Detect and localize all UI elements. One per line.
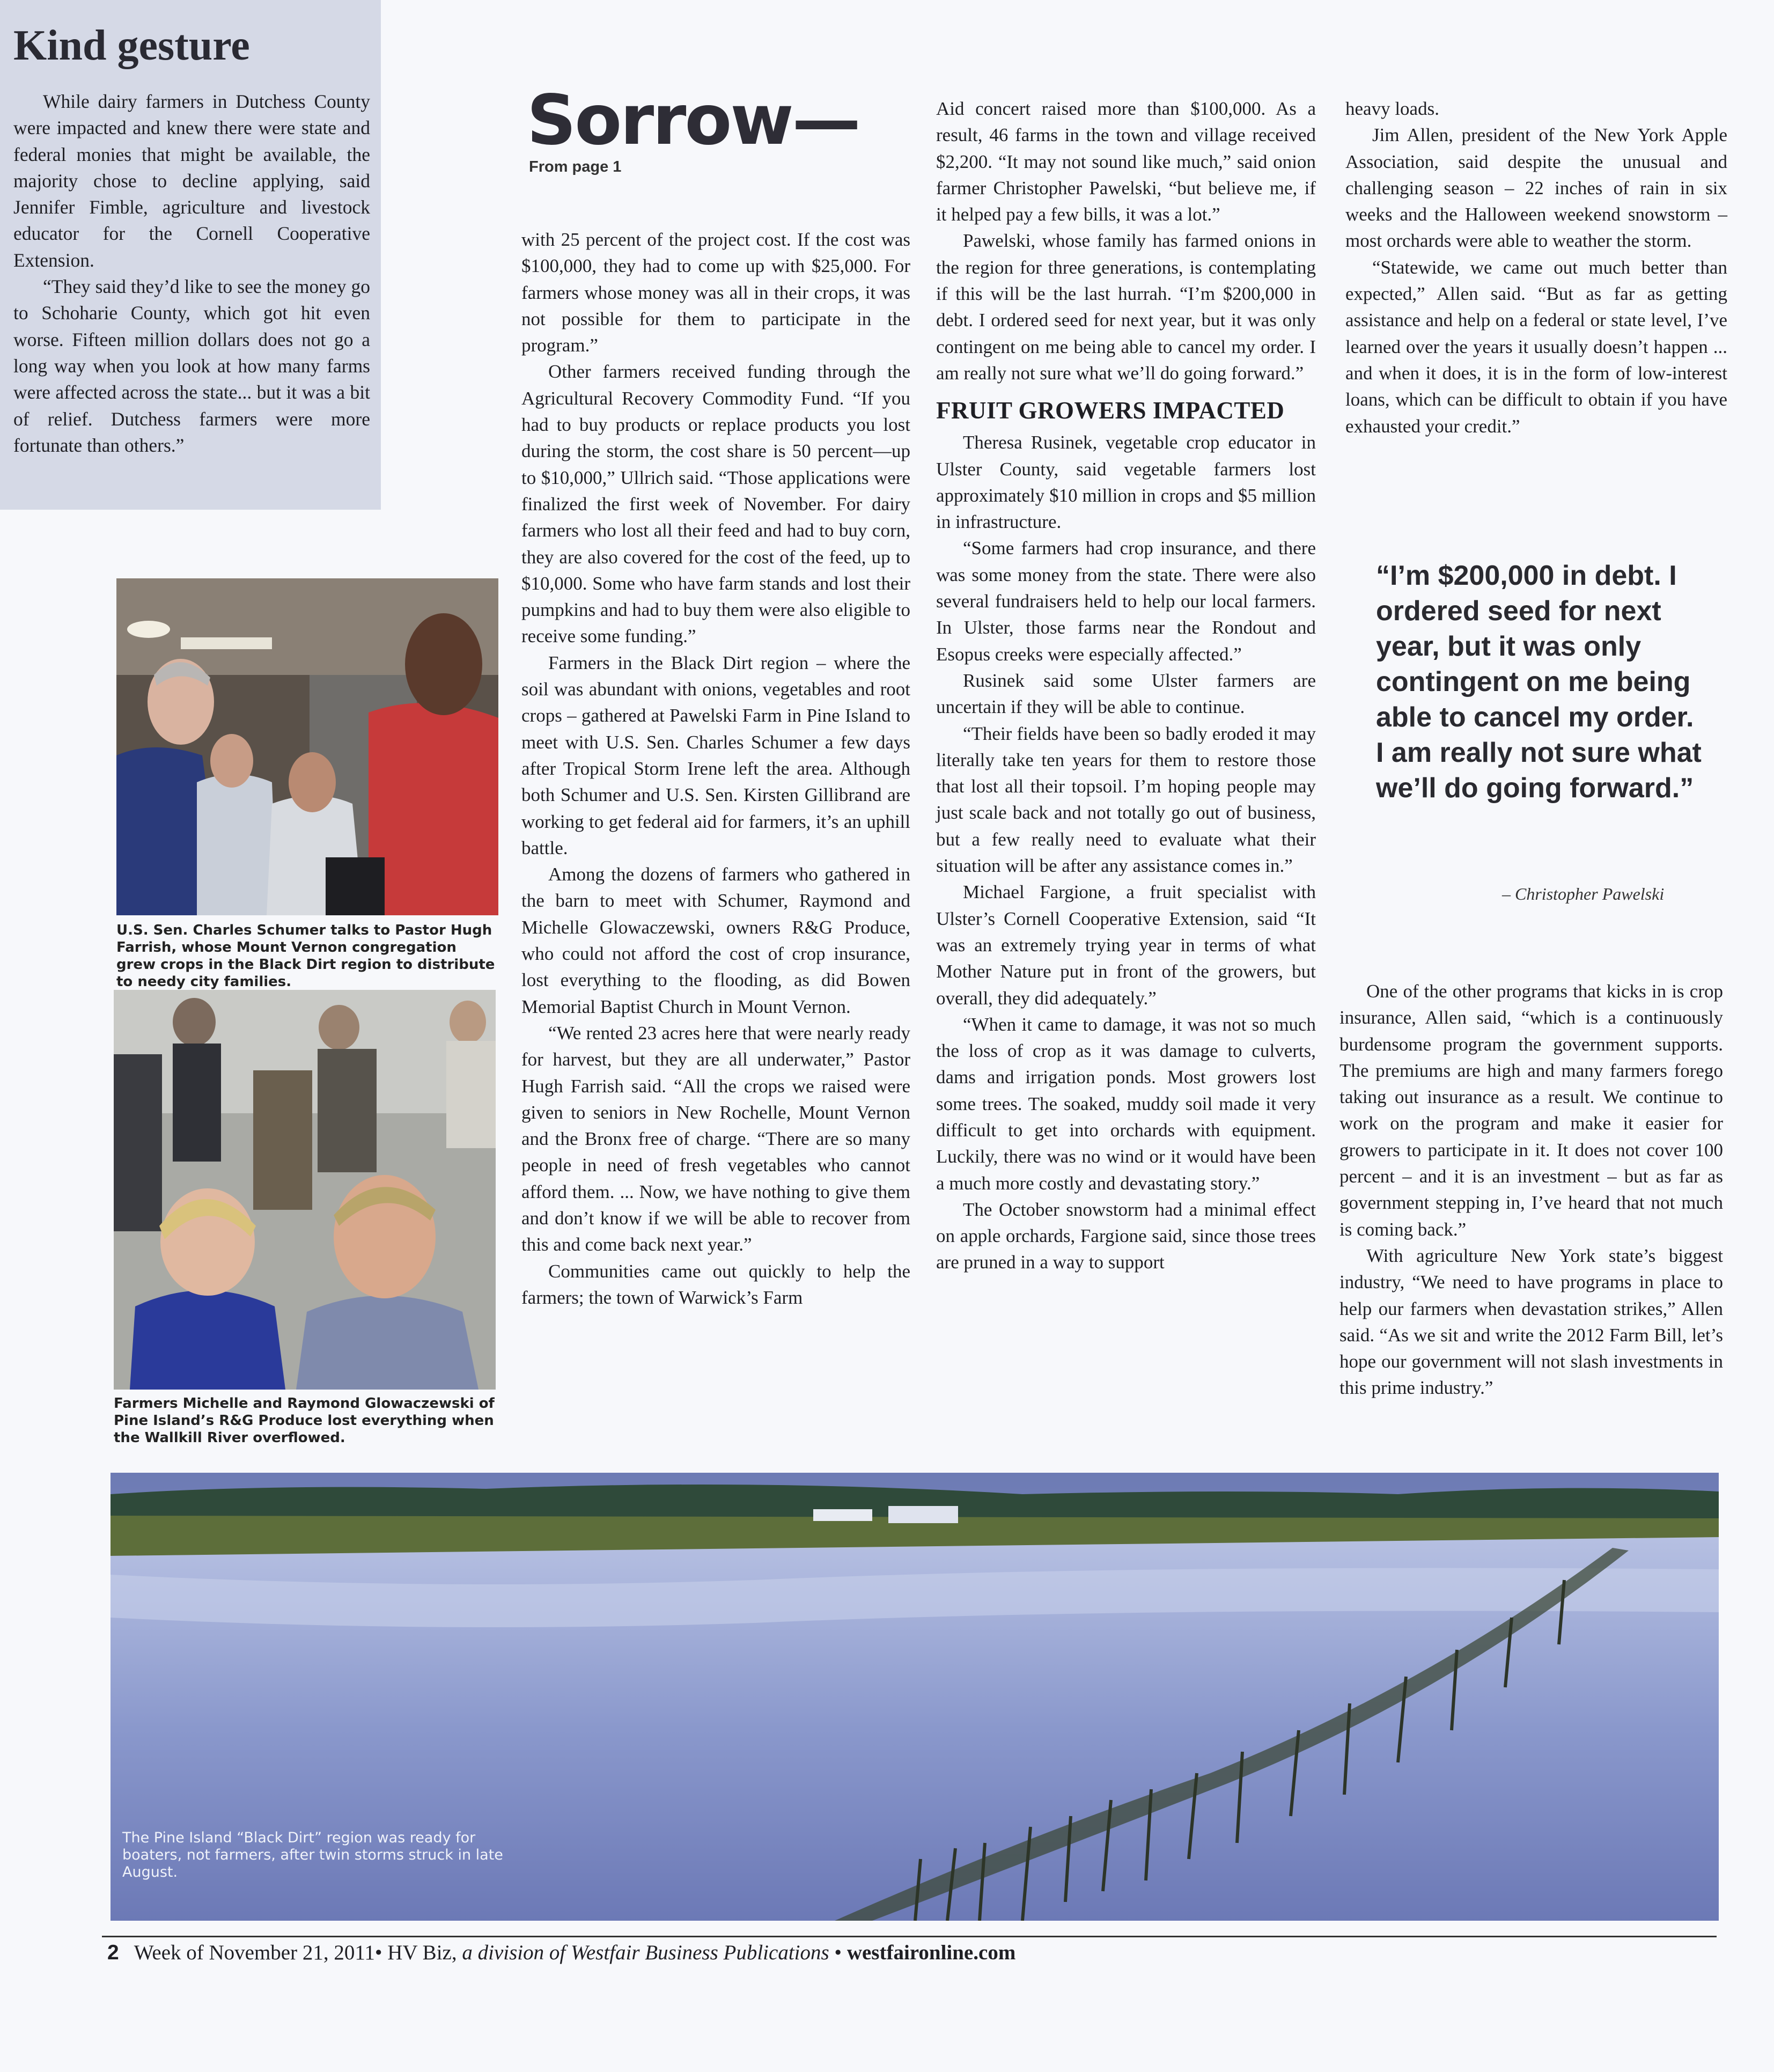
pull-quote: “I’m $200,000 in debt. I ordered seed for next year, but it was only contingent on me being able to cancel my order. I am really not sure what we’ll do going forward.” [1376,560,1702,804]
jump-line: From page 1 [529,158,622,175]
article-paragraph: Rusinek said some Ulster farmers are uncertain if they will be able to continue. [936,670,1316,718]
sidebar-paragraph: While dairy farmers in Dutchess County were impacted and knew there were state and federal monies that might be available, the majority chose to decline applying, said Jennifer Fimble, agriculture and livestock educator for the Cornell Cooperative Extension. [13,91,370,271]
article-paragraph: Pawelski, whose family has farmed onions in the region for three generations, is contemplating if this will be the last hurrah. “I’m $200,000 in debt. I ordered seed for next year, but it was only contingent on me being able to cancel my order. I am really not sure what we’ll do going forward.” [936,230,1316,384]
photo-caption: Farmers Michelle and Raymond Glowaczewski of Pine Island’s R&G Produce lost everything when the Wallkill River overflowed. [114,1395,495,1446]
footer-date: Week of November 21, 2011• HV Biz, [134,1941,462,1964]
article-paragraph: “When it came to damage, it was not so much the loss of crop as it was damage to culverts, dams and irrigation ponds. Most growers lost some trees. The soaked, muddy soil made it very difficult to get into orchards with equipment. Luckily, there was no wind or it would have been a much more costly and devastating story.” [936,1013,1316,1194]
photo-caption: U.S. Sen. Charles Schumer talks to Pastor Hugh Farrish, whose Mount Vernon congregation grew crops in the Black Dirt region to distribute to needy city families. [116,922,495,990]
kind-gesture-sidebar [0,0,381,510]
article-paragraph: “We rented 23 acres here that were nearly ready for harvest, but they are all underwater,” Pastor Hugh Farrish said. “All the crops we raised were given to seniors in New Rochelle, Mount Vernon and the Bronx free of charge. “There are so many people in need of fresh vegetables who cannot afford them. ... Now, we have nothing to give them and don’t know if we will be able to recover from this and come back next year.” [521,1022,910,1255]
article-column-3-top [1345,95,1727,439]
footer-website: westfaironline.com [846,1941,1016,1964]
article-paragraph: heavy loads. [1345,98,1439,119]
article-column-2 [936,95,1316,1276]
article-paragraph: Jim Allen, president of the New York Apple Association, said despite the unusual and challenging season – 22 inches of rain in six weeks and the Halloween weekend snowstorm – most orchards were able to weather the storm. [1345,124,1727,252]
article-paragraph: “Some farmers had crop insurance, and there was some money from the state. There were also several fundraisers held to help our local farmers. In Ulster, those farms near the Rondout and Esopus creeks were especially affected.” [936,538,1316,665]
footer-rule [102,1936,1717,1937]
photo-caption: The Pine Island “Black Dirt” region was ready for boaters, not farmers, after twin storms struck in late August. [122,1829,503,1880]
article-subhead: FRUIT GROWERS IMPACTED [936,397,1285,424]
headline: Sorrow— [527,80,859,160]
article-paragraph: with 25 percent of the project cost. If the cost was $100,000, they had to come up with $25,000. For farmers whose money was all in their crops, it was not possible for them to participate in the program.” [521,229,910,356]
article-paragraph: With agriculture New York state’s biggest industry, “We need to have programs in place to help our farmers when devastation strikes,” Allen said. “As we sit and write the 2012 Farm Bill, let’s hope our government will not slash investments in this prime industry.” [1339,1245,1723,1399]
sidebar-title: Kind gesture [13,22,250,69]
article-paragraph: Among the dozens of farmers who gathered in the barn to meet with Schumer, Raymond and Michelle Glowaczewski, owners R&G Produce, who could not afford the cost of crop insurance, lost everything to the flooding, as did Bowen Memorial Baptist Church in Mount Vernon. [521,864,910,1017]
article-paragraph: The October snowstorm had a minimal effect on apple orchards, Fargione said, since those trees are pruned in a way to support [936,1199,1316,1273]
article-paragraph: Michael Fargione, a fruit specialist with Ulster’s Cornell Cooperative Extension, said “It was an extremely trying year in terms of what Mother Nature put in front of the growers, but overall, they did adequately.” [936,881,1316,1009]
sidebar-body [13,89,370,459]
article-column-1 [521,226,910,1311]
article-column-3-bottom [1339,978,1723,1401]
pull-quote-attribution: – Christopher Pawelski [1502,884,1665,903]
article-paragraph: Other farmers received funding through the Agricultural Recovery Commodity Fund. “If you had to buy products or replace products you lost during the storm, the cost share is 50 percent—up to $10,000,” Ullrich said. “Those applications were finalized the first week of November. For dairy farmers who lost all their feed and had to buy corn, they are also covered for the cost of the feed, up to $10,000. Some who have farm stands and lost their pumpkins and had to buy them were also eligible to receive some funding.” [521,361,910,647]
article-paragraph: Farmers in the Black Dirt region – where the soil was abundant with onions, vegetables and root crops – gathered at Pawelski Farm in Pine Island to meet with U.S. Sen. Charles Schumer a few days after Tropical Storm Irene left the area. Although both Schumer and U.S. Sen. Kirsten Gillibrand are working to get federal aid for farmers, it’s an uphill battle. [521,652,910,858]
page-footer [107,1939,1015,1966]
article-paragraph: “Their fields have been so badly eroded it may literally take ten years for them to restore those that lost all their topsoil. I’m hoping people may just scale back and not totally go out of business, but a few really need to evaluate what their situation will be after any assistance comes in.” [936,723,1316,877]
article-paragraph: Aid concert raised more than $100,000. As a result, 46 farms in the town and village received $2,200. “It may not sound like much,” said onion farmer Christopher Pawelski, “but believe me, if it helped pay a few bills, it was a lot.” [936,98,1316,225]
photo-schumer-farrish [116,578,498,915]
article-paragraph: Theresa Rusinek, vegetable crop educator in Ulster County, said vegetable farmers lost approximately $10 million in crops and $5 million in infrastructure. [936,432,1316,533]
article-paragraph: “Statewide, we came out much better than expected,” Allen said. “But as far as getting assistance and help on a federal or state level, I’ve learned over the years it usually doesn’t happen ... and when it does, it is in the form of low-interest loans, which can be difficult to obtain if you have exhausted your credit.” [1345,256,1727,437]
article-paragraph: One of the other programs that kicks in is crop insurance, Allen said, “which is a continuously burdensome program the government supports. The premiums are high and many farmers forego taking out insurance as a result. We continue to work on the program and make it easier for growers to participate in it. It does not cover 100 percent – and it is an investment – but as far as government stepping in, I’ve heard that not much is coming back.” [1339,981,1723,1240]
article-paragraph: Communities came out quickly to help the farmers; the town of Warwick’s Farm [521,1260,910,1308]
photo-glowaczewski [114,990,496,1390]
sidebar-paragraph: “They said they’d like to see the money go to Schoharie County, which got hit even worse. Fifteen million dollars does not go a long way when you look at how many farms were affected across the state... but it was a bit of relief. Dutchess farmers were more fortunate than others.” [13,276,370,456]
footer-separator: • [829,1941,847,1964]
footer-publisher: a division of Westfair Business Publications [462,1941,829,1964]
page-number: 2 [107,1941,119,1964]
